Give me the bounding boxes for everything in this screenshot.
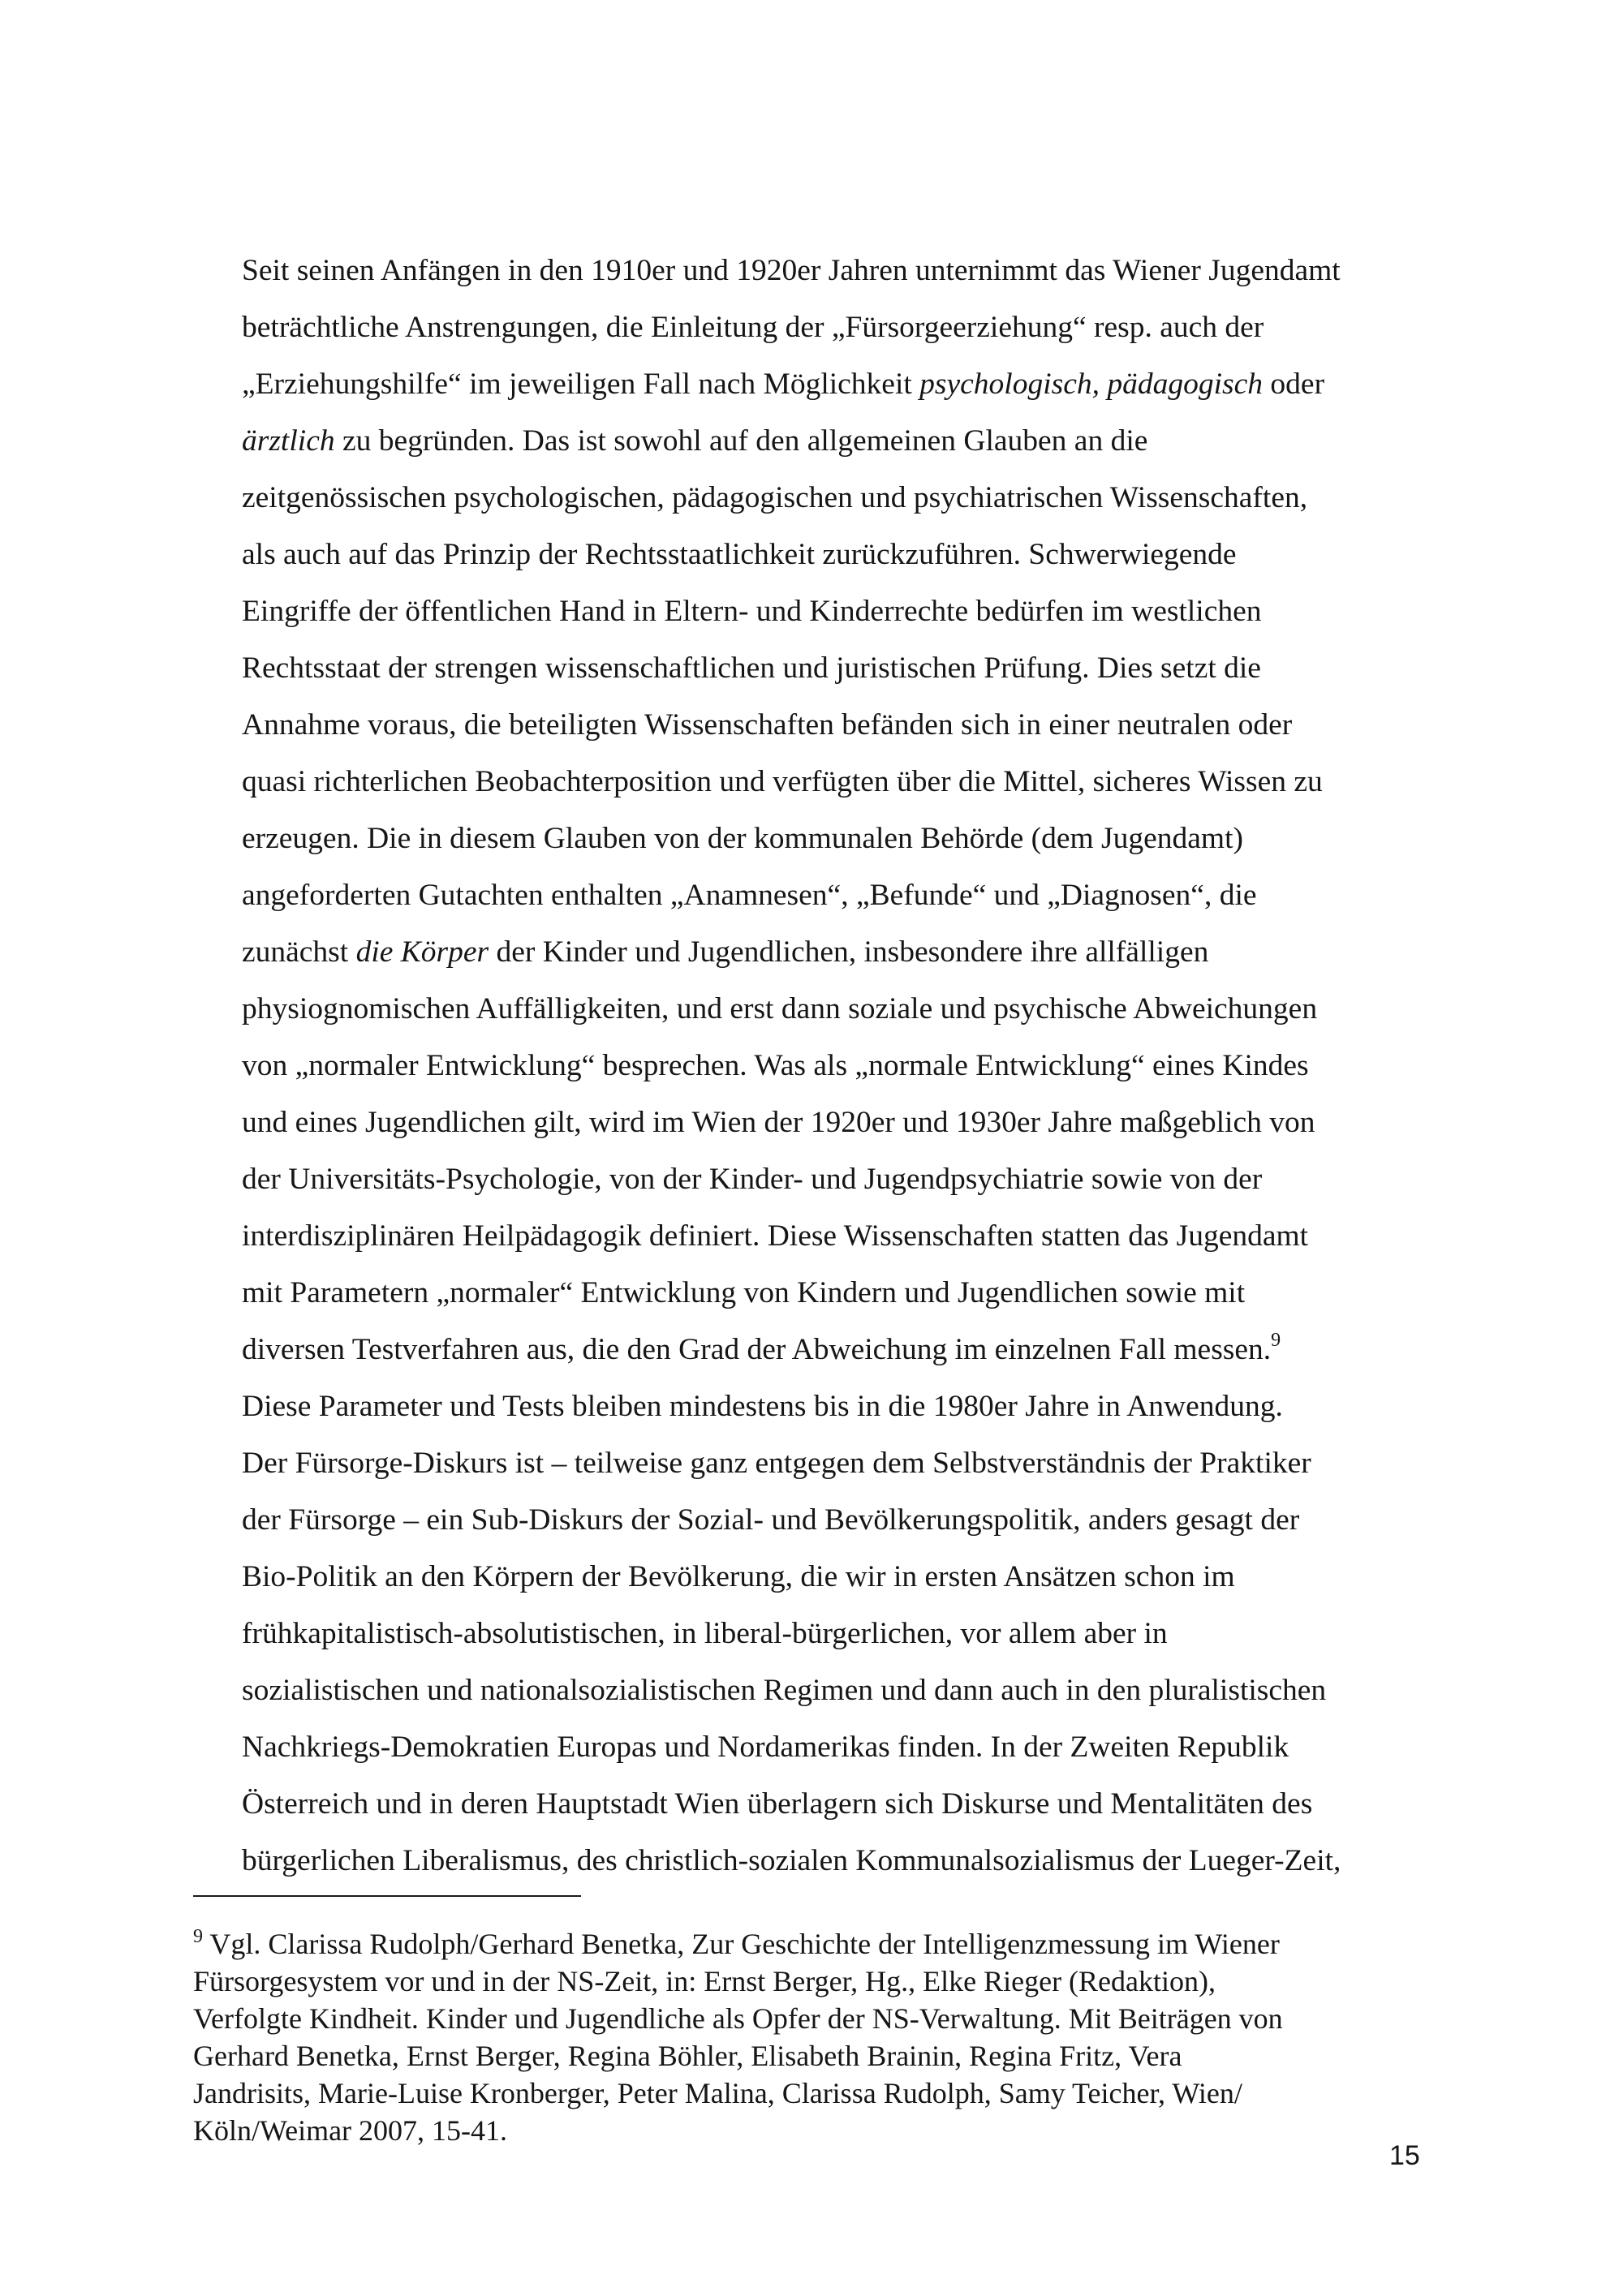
text-line: Österreich und in deren Hauptstadt Wien überlagern sich Diskurse und Mentalitäten des	[242, 1787, 1313, 1821]
text-line: frühkapitalistisch-absolutistischen, in liberal-bürgerlichen, vor allem aber in	[242, 1617, 1168, 1650]
text-line: Annahme voraus, die beteiligten Wissenschaften befänden sich in einer neutralen oder	[242, 708, 1293, 742]
footnote-line: $^9$ Vgl. Clarissa Rudolph/Gerhard Benetka, Zur Geschichte der Intelligenzmessung im Wiener	[193, 1926, 1280, 1960]
text-line: der Universitäts-Psychologie, von der Kinder- und Jugendpsychiatrie sowie von der	[242, 1163, 1263, 1196]
footnote-line: Fürsorgesystem vor und in der NS-Zeit, in: Ernst Berger, Hg., Elke Rieger (Redaktion),	[193, 1965, 1216, 1997]
text-line: „Erziehungshilfe“ im jeweiligen Fall nach Möglichkeit psychologisch, pädagogisch oder	[242, 368, 1325, 401]
text-line: angeforderten Gutachten enthalten „Anamnesen“, „Befunde“ und „Diagnosen“, die	[242, 879, 1257, 912]
footnote-line: Gerhard Benetka, Ernst Berger, Regina Böhler, Elisabeth Brainin, Regina Fritz, Vera	[193, 2040, 1182, 2072]
emphasis: psychologisch, pädagogisch	[919, 368, 1264, 401]
footnote-separator	[193, 1895, 581, 1897]
text-line: zunächst die Körper der Kinder und Jugendlichen, insbesondere ihre allfälligen	[242, 935, 1209, 969]
text-line: zeitgenössischen psychologischen, pädagogischen und psychiatrischen Wissenschaften,	[242, 481, 1308, 514]
text-line: quasi richterlichen Beobachterposition und verfügten über die Mittel, sicheres Wissen zu	[242, 765, 1323, 798]
footnote-reference[interactable]: 9	[1271, 1330, 1281, 1351]
text-line: bürgerlichen Liberalismus, des christlich-sozialen Kommunalsozialismus der Lueger-Zeit,	[242, 1844, 1341, 1877]
text-line: und eines Jugendlichen gilt, wird im Wien der 1920er und 1930er Jahre maßgeblich von	[242, 1106, 1315, 1139]
footnote-line: Köln/Weimar 2007, 15-41.	[193, 2114, 508, 2147]
text-line: der Fürsorge – ein Sub-Diskurs der Sozial- und Bevölkerungspolitik, anders gesagt der	[242, 1503, 1300, 1537]
text-line: interdisziplinären Heilpädagogik definiert. Diese Wissenschaften statten das Jugendamt	[242, 1219, 1309, 1253]
emphasis: die Körper	[355, 935, 489, 969]
text-line: mit Parametern „normaler“ Entwicklung von Kindern und Jugendlichen sowie mit	[242, 1276, 1246, 1309]
text-line: Der Fürsorge-Diskurs ist – teilweise ganz entgegen dem Selbstverständnis der Praktiker	[242, 1447, 1311, 1480]
text-line: erzeugen. Die in diesem Glauben von der kommunalen Behörde (dem Jugendamt)	[242, 822, 1243, 855]
text-line: von „normaler Entwicklung“ besprechen. Was als „normale Entwicklung“ eines Kindes	[242, 1049, 1309, 1082]
text-line: sozialistischen und nationalsozialistischen Regimen und dann auch in den pluralistischen	[242, 1674, 1327, 1707]
text-line: Eingriffe der öffentlichen Hand in Eltern- und Kinderrechte bedürfen im westlichen	[242, 595, 1262, 628]
text-line: Seit seinen Anfängen in den 1910er und 1920er Jahren unternimmt das Wiener Jugendamt	[242, 254, 1341, 287]
text-line: als auch auf das Prinzip der Rechtsstaatlichkeit zurückzuführen. Schwerwiegende	[242, 538, 1237, 571]
text-line: Nachkriegs-Demokratien Europas und Nordamerikas finden. In der Zweiten Republik	[242, 1731, 1289, 1764]
footnote-line: Jandrisits, Marie-Luise Kronberger, Peter Malina, Clarissa Rudolph, Samy Teicher, Wien/	[193, 2077, 1242, 2109]
footnote-line: Verfolgte Kindheit. Kinder und Jugendliche als Opfer der NS-Verwaltung. Mit Beiträgen von	[193, 2002, 1283, 2035]
text-line: physiognomischen Auffälligkeiten, und erst dann soziale und psychische Abweichungen	[242, 992, 1318, 1025]
text-line: Diese Parameter und Tests bleiben mindestens bis in die 1980er Jahre in Anwendung.	[242, 1390, 1283, 1423]
footnote-marker: 9	[193, 1926, 203, 1947]
text-line: diversen Testverfahren aus, die den Grad der Abweichung im einzelnen Fall messen.$^9$	[242, 1330, 1281, 1366]
text-line: ärztlich zu begründen. Das ist sowohl auf den allgemeinen Glauben an die	[242, 424, 1148, 458]
emphasis: ärztlich	[242, 424, 335, 458]
text-line: Bio-Politik an den Körpern der Bevölkerung, die wir in ersten Ansätzen schon im	[242, 1560, 1235, 1593]
text-line: beträchtliche Anstrengungen, die Einleitung der „Fürsorgeerziehung“ resp. auch der	[242, 311, 1264, 344]
page-number: 15	[1389, 2140, 1420, 2171]
text-line: Rechtsstaat der strengen wissenschaftlichen und juristischen Prüfung. Dies setzt die	[242, 651, 1261, 685]
